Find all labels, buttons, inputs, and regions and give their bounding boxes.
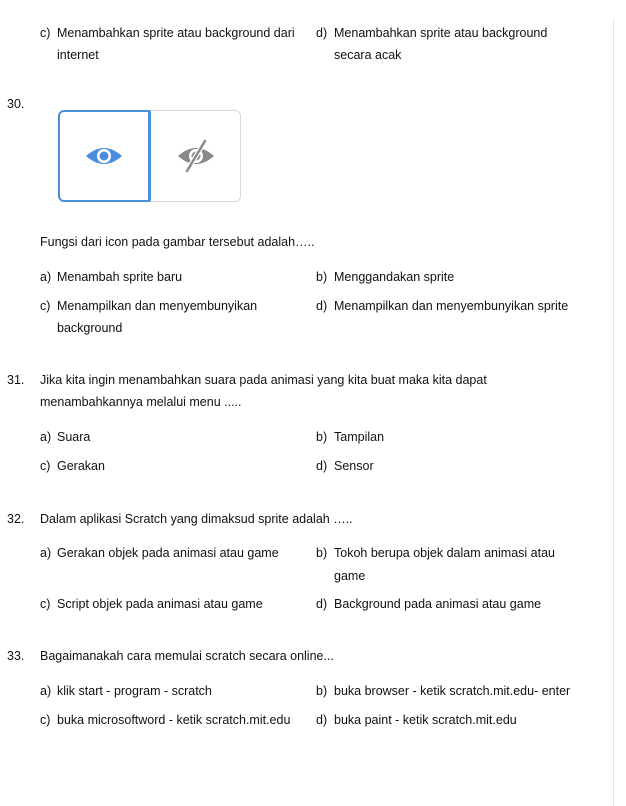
q31-question-line2: menambahkannya melalui menu .....: [40, 395, 242, 409]
q29-option-c-line2: internet: [57, 48, 99, 62]
q30-question: Fungsi dari icon pada gambar tersebut adalah…..: [40, 235, 315, 249]
q31-option-d-text: Sensor: [334, 459, 374, 473]
q32-number: 32.: [7, 512, 25, 526]
q32-option-a-letter: a): [40, 546, 52, 560]
q32-option-b-letter: b): [316, 546, 328, 560]
q31-number: 31.: [7, 373, 25, 387]
q32-option-d-text: Background pada animasi atau game: [334, 597, 542, 611]
q33-option-c-letter: c): [40, 713, 51, 727]
q29-option-d-letter: d): [316, 26, 328, 40]
icon-divider: [149, 111, 151, 201]
q33-option-d-letter: d): [316, 713, 328, 727]
q30-number: 30.: [7, 97, 25, 111]
q29-option-d-line2: secara acak: [334, 48, 402, 62]
q31-option-b-letter: b): [316, 430, 328, 444]
q30-option-c-line1: Menampilkan dan menyembunyikan: [57, 299, 258, 313]
q31-option-a-letter: a): [40, 430, 52, 444]
q29-option-c-line1: Menambahkan sprite atau background dari: [57, 26, 295, 40]
q33-option-a-text: klik start - program - scratch: [57, 684, 212, 698]
q32-option-b-line2: game: [334, 569, 366, 583]
q30-option-b-text: Menggandakan sprite: [334, 270, 455, 284]
q30-option-d-letter: d): [316, 299, 328, 313]
q29-option-c-letter: c): [40, 26, 51, 40]
q31-question-line1: Jika kita ingin menambahkan suara pada animasi yang kita buat maka kita dapat: [40, 373, 487, 387]
q32-option-c-text: Script objek pada animasi atau game: [57, 597, 263, 611]
eye-slash-icon: [174, 138, 218, 174]
q33-number: 33.: [7, 649, 25, 663]
q31-option-b-text: Tampilan: [334, 430, 385, 444]
q32-option-b-line1: Tokoh berupa objek dalam animasi atau: [334, 546, 555, 560]
q30-option-b-letter: b): [316, 270, 328, 284]
q32-option-a-text: Gerakan objek pada animasi atau game: [57, 546, 279, 560]
q31-option-d-letter: d): [316, 459, 328, 473]
q33-option-c-text: buka microsoftword - ketik scratch.mit.edu: [57, 713, 291, 727]
q30-option-a-letter: a): [40, 270, 52, 284]
q32-option-d-letter: d): [316, 597, 328, 611]
q33-option-a-letter: a): [40, 684, 52, 698]
q32-question: Dalam aplikasi Scratch yang dimaksud sprite adalah …..: [40, 512, 353, 526]
q32-option-c-letter: c): [40, 597, 51, 611]
q31-option-a-text: Suara: [57, 430, 91, 444]
q33-question: Bagaimanakah cara memulai scratch secara online...: [40, 649, 334, 663]
q30-option-d-text: Menampilkan dan menyembunyikan sprite: [334, 299, 569, 313]
page-edge-line: [613, 18, 614, 806]
q30-option-c-line2: background: [57, 321, 123, 335]
q30-option-a-text: Menambah sprite baru: [57, 270, 183, 284]
q33-option-b-text: buka browser - ketik scratch.mit.edu- enter: [334, 684, 571, 698]
q33-option-b-letter: b): [316, 684, 328, 698]
q31-option-c-text: Gerakan: [57, 459, 105, 473]
q30-option-c-letter: c): [40, 299, 51, 313]
q29-option-d-line1: Menambahkan sprite atau background: [334, 26, 548, 40]
q33-option-d-text: buka paint - ketik scratch.mit.edu: [334, 713, 517, 727]
q31-option-c-letter: c): [40, 459, 51, 473]
eye-icon: [82, 140, 126, 172]
